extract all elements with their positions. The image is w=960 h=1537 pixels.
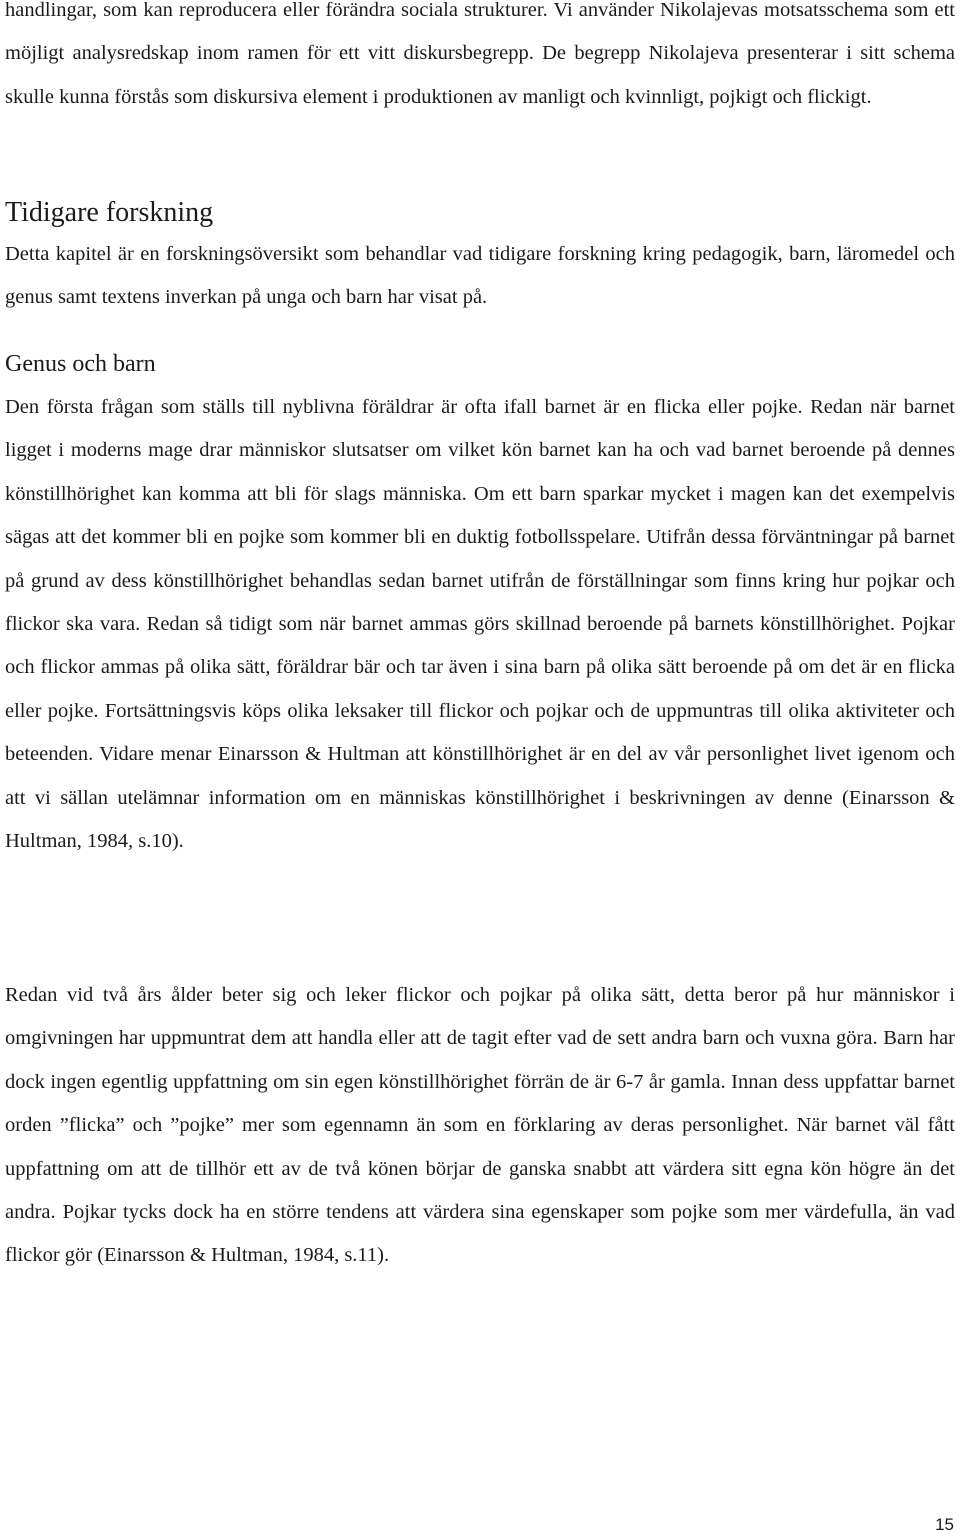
body-paragraph: Den första frågan som ställs till nyblivna föräldrar är ofta ifall barnet är en flicka eller pojke. Redan när barnet ligget i moderns mage drar människor slutsatser om vilket kön barnet kan ha och vad barnet beroende på dennes könstillhörighet kan komma att bli för slags människa. Om ett barn sparkar mycket i magen kan det exempelvis sägas att det kommer bli en pojke som kommer bli en duktig fotbollsspelare. Utifrån dessa förväntningar på barnet på grund av dess könstillhörighet behandlas sedan barnet utifrån de förställningar som finns kring hur pojkar och flickor ska vara. Redan så tidigt som när barnet ammas görs skillnad beroende på barnets könstillhörighet. Pojkar och flickor ammas på olika sätt, föräldrar bär och tar även i sina barn på olika sätt beroende på om det är en flicka eller pojke. Fortsättningsvis köps olika leksaker till flickor och pojkar och de uppmuntras till olika aktiviteter och beteenden. Vidare menar Einarsson & Hultman att könstillhörighet är en del av vår personlighet livet igenom och att vi sällan utelämnar information om en människas könstillhörighet i beskrivningen av denne (Einarsson & Hultman, 1984, s.10).: [5, 396, 955, 853]
section-intro-paragraph: Detta kapitel är en forskningsöversikt som behandlar vad tidigare forskning kring pedagogik, barn, läromedel och genus samt textens inverkan på unga och barn har visat på.: [5, 243, 955, 309]
subsection-heading: Genus och barn: [5, 351, 156, 377]
intro-paragraph: handlingar, som kan reproducera eller förändra sociala strukturer. Vi använder Nikolajevas motsatsschema som ett möjligt analysredskap inom ramen för ett vitt diskursbegrepp. De begrepp Nikolajeva presenterar i sitt schema skulle kunna förstås som diskursiva element i produktionen av manligt och kvinnligt, pojkigt och flickigt.: [5, 0, 955, 108]
page-number: 15: [935, 1515, 954, 1534]
body-paragraph: Redan vid två års ålder beter sig och leker flickor och pojkar på olika sätt, detta beror på hur människor i omgivningen har uppmuntrat dem att handla eller att de tagit efter vad de sett andra barn och vuxna göra. Barn har dock ingen egentlig uppfattning om sin egen könstillhörighet förrän de är 6-7 år gamla. Innan dess uppfattar barnet orden ”flicka” och ”pojke” mer som egennamn än som en förklaring av deras personlighet. När barnet väl fått uppfattning om att de tillhör ett av de två könen börjar de ganska snabbt att värdera sitt egna kön högre än det andra. Pojkar tycks dock ha en större tendens att värdera sina egenskaper som pojke som mer värdefulla, än vad flickor gör (Einarsson & Hultman, 1984, s.11).: [5, 984, 955, 1267]
section-heading: Tidigare forskning: [5, 197, 214, 228]
